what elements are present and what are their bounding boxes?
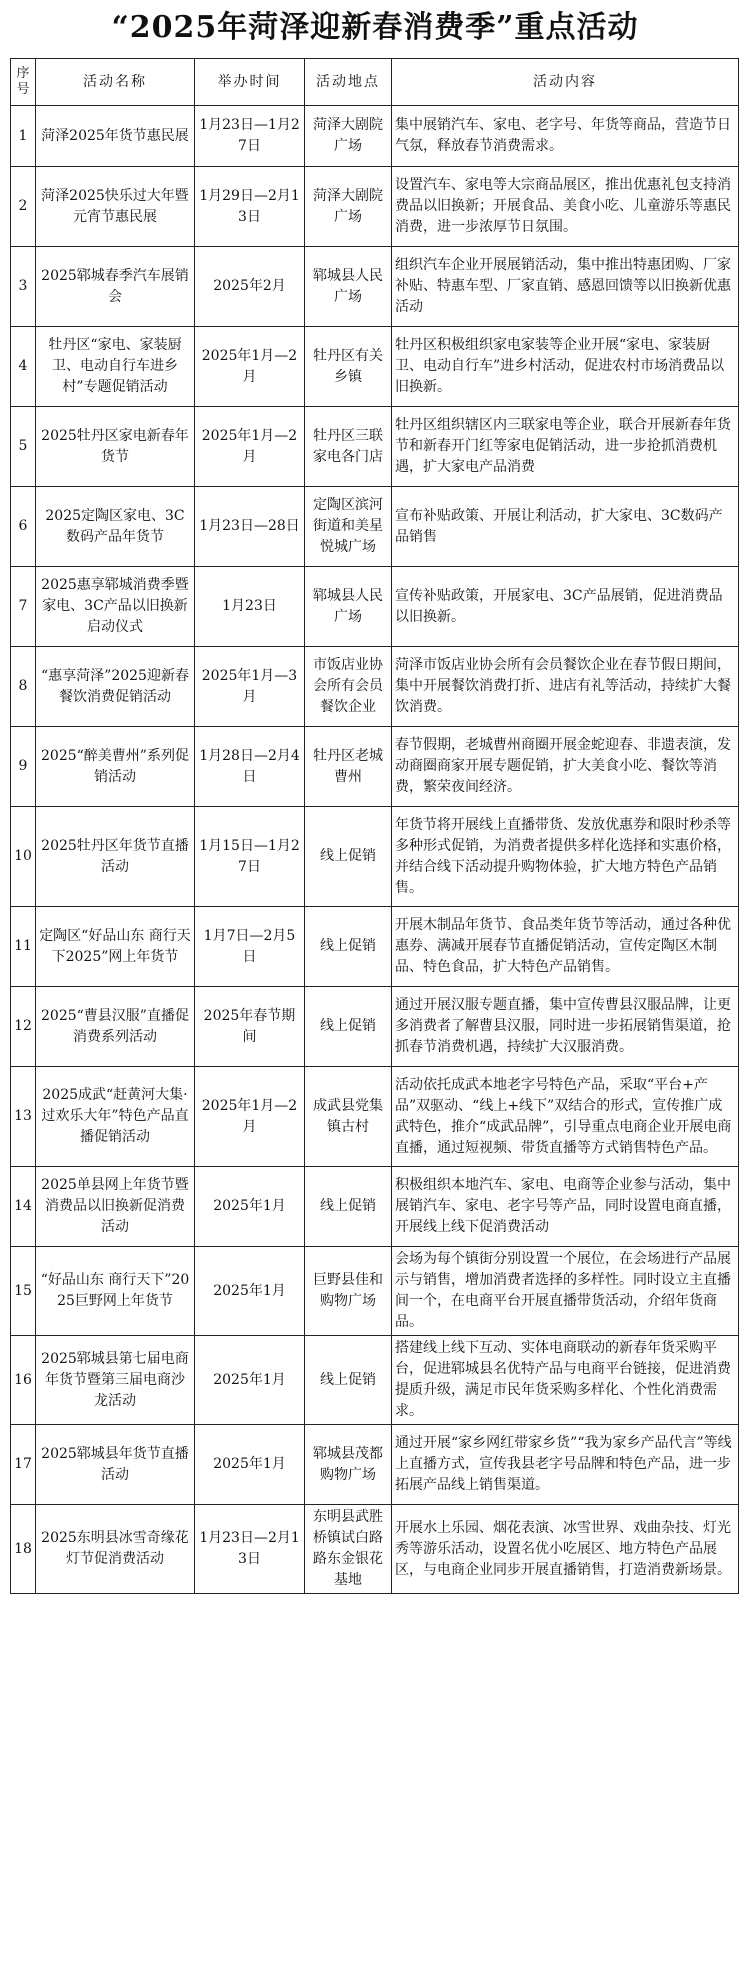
activity-place: 成武县党集镇古村 [305,1067,392,1167]
activity-content: 集中展销汽车、家电、老字号、年货等商品，营造节日气氛，释放春节消费需求。 [392,106,739,167]
activity-name: “惠享菏泽”2025迎新春餐饮消费促销活动 [36,647,195,727]
activity-name: 2025东明县冰雪奇缘花灯节促消费活动 [36,1505,195,1594]
activity-place: 定陶区滨河街道和美星悦城广场 [305,487,392,567]
activity-name: 2025“曹县汉服”直播促消费系列活动 [36,987,195,1067]
table-row [11,327,739,407]
activity-name: 菏泽2025快乐过大年暨元宵节惠民展 [36,167,195,247]
activity-name: 2025郓城春季汽车展销会 [36,247,195,327]
table-row [11,907,739,987]
activity-name: 2025成武“赶黄河大集·过欢乐大年”特色产品直播促销活动 [36,1067,195,1167]
activity-time: 1月28日—2月4日 [195,727,305,807]
activity-name: 2025定陶区家电、3C数码产品年货节 [36,487,195,567]
row-number: 11 [11,907,36,987]
activity-place: 东明县武胜桥镇试白路路东金银花基地 [305,1505,392,1594]
activity-time: 2025年1月 [195,1425,305,1505]
activity-name: 2025牡丹区年货节直播活动 [36,807,195,907]
activity-place: 线上促销 [305,907,392,987]
row-number: 14 [11,1167,36,1247]
activity-time: 1月23日—2月13日 [195,1505,305,1594]
row-number: 7 [11,567,36,647]
activity-place: 市饭店业协会所有会员餐饮企业 [305,647,392,727]
row-number: 18 [11,1505,36,1594]
row-number: 4 [11,327,36,407]
row-number: 15 [11,1247,36,1336]
activity-content: 通过开展汉服专题直播，集中宣传曹县汉服品牌，让更多消费者了解曹县汉服，同时进一步拓展销售渠道，抢抓春节消费机遇，持续扩大汉服消费。 [392,987,739,1067]
activity-name: 菏泽2025年货节惠民展 [36,106,195,167]
activity-name: 2025郓城县第七届电商年货节暨第三届电商沙龙活动 [36,1336,195,1425]
table-row [11,1425,739,1505]
activity-time: 2025年1月 [195,1167,305,1247]
activity-place: 牡丹区有关乡镇 [305,327,392,407]
table-row [11,1067,739,1167]
row-number: 13 [11,1067,36,1167]
activity-place: 郓城县人民广场 [305,567,392,647]
activity-time: 1月29日—2月13日 [195,167,305,247]
activity-time: 1月23日—1月27日 [195,106,305,167]
header-name: 活动名称 [36,59,195,106]
page-title: “2025年菏泽迎新春消费季”重点活动 [111,10,639,45]
row-number: 3 [11,247,36,327]
activity-content: 设置汽车、家电等大宗商品展区，推出优惠礼包支持消费品以旧换新；开展食品、美食小吃、儿童游乐等惠民消费，进一步浓厚节日氛围。 [392,167,739,247]
activity-time: 2025年1月 [195,1247,305,1336]
row-number: 5 [11,407,36,487]
activity-name: 2025“醉美曹州”系列促销活动 [36,727,195,807]
activity-content: 牡丹区积极组织家电家装等企业开展“家电、家装厨卫、电动自行车”进乡村活动，促进农村市场消费品以旧换新。 [392,327,739,407]
table-row [11,167,739,247]
header-no: 序号 [11,59,36,106]
table-row [11,727,739,807]
activity-content: 搭建线上线下互动、实体电商联动的新春年货采购平台，促进郓城县名优特产品与电商平台链接，促进消费提质升级，满足市民年货采购多样化、个性化消费需求。 [392,1336,739,1425]
table-row [11,1167,739,1247]
activity-time: 2025年1月—3月 [195,647,305,727]
table-row [11,987,739,1067]
activity-time: 2025年2月 [195,247,305,327]
activity-place: 郓城县人民广场 [305,247,392,327]
row-number: 12 [11,987,36,1067]
activity-place: 巨野县佳和购物广场 [305,1247,392,1336]
activity-content: 年货节将开展线上直播带货、发放优惠券和限时秒杀等多种形式促销，为消费者提供多样化选择和实惠价格，并结合线下活动提升购物体验，扩大地方特色产品销售。 [392,807,739,907]
header-time: 举办时间 [195,59,305,106]
header-place: 活动地点 [305,59,392,106]
activity-place: 线上促销 [305,987,392,1067]
activity-place: 菏泽大剧院广场 [305,106,392,167]
activity-content: 通过开展“家乡网红带家乡货”“我为家乡产品代言”等线上直播方式，宣传我县老字号品牌和特色产品，进一步拓展产品线上销售渠道。 [392,1425,739,1505]
activity-content: 开展水上乐园、烟花表演、冰雪世界、戏曲杂技、灯光秀等游乐活动，设置名优小吃展区、地方特色产品展区，与电商企业同步开展直播销售，打造消费新场景。 [392,1505,739,1594]
row-number: 6 [11,487,36,567]
activity-name: 2025惠享郓城消费季暨家电、3C产品以旧换新启动仪式 [36,567,195,647]
activity-time: 2025年1月 [195,1336,305,1425]
activity-name: 2025牡丹区家电新春年货节 [36,407,195,487]
row-number: 8 [11,647,36,727]
table-row [11,647,739,727]
table-row [11,407,739,487]
activity-time: 2025年1月—2月 [195,1067,305,1167]
table-row [11,567,739,647]
activity-place: 线上促销 [305,1336,392,1425]
table-row [11,1247,739,1336]
activity-content: 开展木制品年货节、食品类年货节等活动，通过各种优惠券、满减开展春节直播促销活动，宣传定陶区木制品、特色食品，扩大特色产品销售。 [392,907,739,987]
activity-time: 1月23日 [195,567,305,647]
table-header-row [11,59,739,106]
row-number: 16 [11,1336,36,1425]
activity-content: 菏泽市饭店业协会所有会员餐饮企业在春节假日期间，集中开展餐饮消费打折、进店有礼等活动，持续扩大餐饮消费。 [392,647,739,727]
table-row [11,247,739,327]
table-row [11,807,739,907]
activity-place: 线上促销 [305,1167,392,1247]
table-row [11,1336,739,1425]
activity-place: 线上促销 [305,807,392,907]
activity-content: 牡丹区组织辖区内三联家电等企业，联合开展新春年货节和新春开门红等家电促销活动，进一步抢抓消费机遇，扩大家电产品消费 [392,407,739,487]
activity-name: 定陶区“好品山东 商行天下2025”网上年货节 [36,907,195,987]
activity-content: 积极组织本地汽车、家电、电商等企业参与活动，集中展销汽车、家电、老字号等产品，同时设置电商直播，开展线上线下促消费活动 [392,1167,739,1247]
activity-place: 菏泽大剧院广场 [305,167,392,247]
row-number: 9 [11,727,36,807]
table-row [11,487,739,567]
activity-content: 会场为每个镇街分别设置一个展位，在会场进行产品展示与销售，增加消费者选择的多样性。同时设立主直播间一个，在电商平台开展直播带货活动，介绍年货商品。 [392,1247,739,1336]
row-number: 10 [11,807,36,907]
row-number: 2 [11,167,36,247]
header-content: 活动内容 [392,59,739,106]
activity-content: 宣布补贴政策、开展让利活动，扩大家电、3C数码产品销售 [392,487,739,567]
activity-content: 活动依托成武本地老字号特色产品，采取“平台+产品”双驱动、“线上+线下”双结合的形式，宣传推广成武特色，推介“成武品牌”，引导重点电商企业开展电商直播，通过短视频、带货直播等方式销售特色产品。 [392,1067,739,1167]
activity-place: 牡丹区老城曹州 [305,727,392,807]
activity-table [10,58,739,1594]
activity-place: 牡丹区三联家电各门店 [305,407,392,487]
activity-time: 2025年1月—2月 [195,327,305,407]
activity-content: 宣传补贴政策，开展家电、3C产品展销，促进消费品以旧换新。 [392,567,739,647]
table-row [11,1505,739,1594]
row-number: 17 [11,1425,36,1505]
row-number: 1 [11,106,36,167]
activity-time: 1月23日—28日 [195,487,305,567]
activity-time: 2025年1月—2月 [195,407,305,487]
activity-name: 2025郓城县年货节直播活动 [36,1425,195,1505]
activity-time: 2025年春节期间 [195,987,305,1067]
activity-content: 春节假期，老城曹州商圈开展金蛇迎春、非遗表演，发动商圈商家开展专题促销，扩大美食小吃、餐饮等消费，繁荣夜间经济。 [392,727,739,807]
activity-time: 1月7日—2月5日 [195,907,305,987]
activity-name: “好品山东 商行天下”2025巨野网上年货节 [36,1247,195,1336]
activity-place: 郓城县茂都购物广场 [305,1425,392,1505]
table-row [11,106,739,167]
activity-time: 1月15日—1月27日 [195,807,305,907]
activity-name: 2025单县网上年货节暨消费品以旧换新促消费活动 [36,1167,195,1247]
activity-name: 牡丹区“家电、家装厨卫、电动自行车进乡村”专题促销活动 [36,327,195,407]
activity-content: 组织汽车企业开展展销活动，集中推出特惠团购、厂家补贴、特惠车型、厂家直销、感恩回馈等以旧换新优惠活动 [392,247,739,327]
